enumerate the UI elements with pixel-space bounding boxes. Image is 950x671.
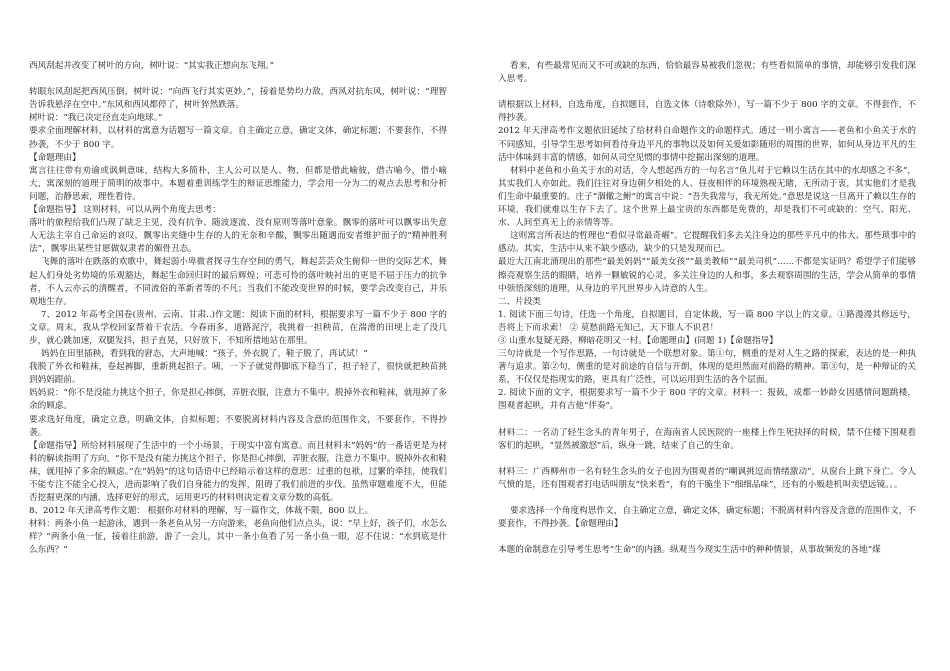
section-heading: 【命题指导】 这则材料，可以从两个角度去思考： [29, 205, 221, 216]
paragraph: 2012 年天津高考作文题依旧延续了给材料自命题作文的命题样式。通过一则小寓言——老鱼和小鱼关于水的不同感知，引导学生思考如何看待身边平凡的事物以及如何关爱如影随形的周围的世界，如何从身边平凡的生活中体味到丰富的情感，如何从司空见惯的事情中挖掘出深刻的道理。 [498, 126, 916, 163]
paragraph: 7、2012 年高考全国卷(贵州、云南、甘肃..)作文题：阅读下面的材料，根据要求写一篇不少于 800 字的文章。周末，我从学校回家帮着干农活。今春雨多，道路泥泞，我挑着一担秧苗，在湍滑的田埂上走了没几步，就心跳加速，双腿发抖，担子直晃，只好放下，不知所措地站在那里。 [29, 309, 447, 346]
paragraph: 树叶说：“我已决定径直走向地球。” [29, 113, 163, 124]
paragraph: ③ 山重水复疑无路，柳暗花明又一村。【命题理由】(同题 1)【命题指导】 [498, 335, 778, 346]
left-column [29, 60, 447, 558]
paragraph: 材料三：广西柳州市一名有轻生念头的女子也因为围观者的“嘲讽挑逗而情绪激动”，从窗台上跳下身亡。令人气愤的是，还有围观者打电话叫朋友“快来看”，有的干脆坐下“细细品味”，还有的小贩趁机叫卖望远镜。。。 [498, 466, 916, 490]
paragraph: 落叶的旅程给我们凸现了缺乏主见，没有抗争、随波逐流、没有原则等落叶意象。飘零的落叶可以飘零出失意人无法主宰自己命运的哀叹，飘零出夹缝中生存的人的无奈和辛酸，飘零出随遇而安者维护面子的“精神胜利法”，飘零出某些甘愿做奴隶者的媚骨丑态。 [29, 218, 447, 255]
paragraph: 2. 阅读下面的文字，根据要求写一篇不少于 800 字的文章。材料一：报载，成都一妙龄女因感情问题跳楼，围观者起哄，并有吉他“伴奏”。 [498, 388, 916, 412]
spacer [29, 73, 447, 86]
right-column [498, 60, 916, 558]
paragraph: 最近大江南北涌现出的那些“最美妈妈”“最美女孩”“最美教师”“最美司机”……不都是实证吗？希望学子们能够擦亮观察生活的眼睛，培养一颗敏锐的心灵，多关注身边的人和事，多去观察周围的生活，学会从简单的事情中领悟深刻的道理，从身边的平凡世界步入诗意的人生。 [498, 257, 916, 294]
paragraph: 妈妈在田里插秧，看到我的窘态，大声地喊：“孩子，外衣脱了，鞋子脱了，再试试！” [41, 349, 368, 360]
paragraph: 8、2012 年天津高考作文题： 根据你对材料的理解，写一篇作文，体裁不限，800 以上。 [29, 506, 374, 517]
paragraph: 我脱了外衣和鞋袜，卷起裤脚，重新挑起担子。咦，一下子就觉得脚底下稳当了，担子轻了，很快就把秧苗挑到妈妈跟前。 [29, 362, 447, 386]
paragraph: 材料中老鱼和小鱼关于水的对话，令人想起西方的一句名言“鱼儿对于它赖以生活在其中的水却感之不多”，其实我们人亦如此。我们往往对身边朝夕相处的人、昼夜相伴的环境熟视无睹，无所动于衷，其实他们才是我们生命中最重要的。庄子“涸辙之鲋”的寓言中说：“吾失我常与，我无所处。”意思是说这一旦离开了赖以生存的环境，我们就难以生存下去了。这个世界上最宝贵的东西都是免费的，却是我们不可或缺的：空气、阳光、水、人间至真无上的亲情等等。 [498, 165, 916, 229]
paragraph: 请根据以上材料，自选角度，自拟题目，自选文体（诗歌除外），写一篇不少于 800 字的文章。不得套作，不得抄袭。 [498, 100, 916, 124]
paragraph: 看来，有些最常见而又不可或缺的东西，恰恰最容易被我们忽视；有些看似简单的事情，却能够引发我们深入思考。 [498, 61, 916, 85]
paragraph: 转眼东风刮起把西风压倒，树叶说：“向西飞行其实更妙。”，接着是势均力敌，西风对抗东风，树叶说：“理智告诉我悬浮在空中。”东风和西风都停了，树叶猝然跌落。 [29, 87, 447, 111]
paragraph: 材料：两条小鱼一起游泳，遇到一条老鱼从另一方向游来，老鱼向他们点点头，说：“早上好，孩子们，水怎么样？”两条小鱼一怔，接着往前游，游了一会儿，其中一条小鱼看了另一条小鱼一眼，忍不住说：“水到底是什么东西？” [29, 519, 447, 556]
spacer [498, 414, 916, 427]
paragraph: 这则寓言所表达的哲理也“看似寻常最奇崛”。它提醒我们多去关注身边的那些平凡中的伟大、那些琐事中的感动。其实，生活中从来不缺少感动，缺少的只是发现而已。 [498, 231, 916, 255]
paragraph: 飞舞的落叶在跌落的欢歌中，舞起弱小卑微者探寻生存空间的勇气，舞起芸芸众生俯仰一世的交际艺术，舞起人们身处劣势境的乐观豁达，舞起生命回归时的最后辉煌；可悲可怜的落叶映衬出的更是不屈于压力的抗争者，不人云亦云的清醒者，不同流俗的革新者等的不凡；当我们不能改变世界的时候，要学会改变自己，并乐观地生存。 [29, 257, 447, 307]
spacer [498, 453, 916, 466]
paragraph: 材料二：一名动了轻生念头的青年男子，在海南省人民医院的一座楼上作生死抉择的时候，禁不住楼下围观看客们的起哄，“显然被激怒”后，纵身一跳，结束了自己的生命。 [498, 427, 916, 451]
paragraph: 1. 阅读下面三句诗，任选一个角度，自拟题目，自定体裁，写一篇 800 字以上的文章。①路漫漫其修远兮，吾将上下而求索！ ② 莫愁前路无知己，天下谁人不识君！ [498, 309, 916, 333]
paragraph: 西风刮起并改变了树叶的方向，树叶说：“其实我正想向东飞翔。” [29, 61, 275, 71]
paragraph: 寓言往往带有劝谕或讽刺意味，结构大多简朴，主人公可以是人、物，但都是借此喻彼，借古喻今，借小喻大，寓深刻的道理于简明的故事中。本题着重训练学生的辩证思维能力，学会用一分为二的观点去思考和分析问题，治静思索，理性看待。 [29, 165, 447, 202]
paragraph: 妈妈说：“你不是没能力挑这个担子，你是担心摔倒，弄脏衣服，注意力不集中。脱掉外衣和鞋袜，就甩掉了多余的顾虑。 [29, 388, 447, 412]
paragraph: 【命题指导】所给材料展现了生活中的一个小场景，于现实中富有寓意。而且材料末“妈妈”的一番话更是为材料的解读指明了方向。“你不是没有能力挑这个担子，你是担心摔倒，弄脏衣服，注意力不集中。脱掉外衣和鞋袜，就甩掉了多余的顾虑。”在“妈妈”的这句话语中已经暗示着这样的意思：过重的包袱，过繁的牵挂，使我们不能专注不能全心投入，进而影响了我们自身能力的发挥，阻碍了我们前进的步伐。虽然审题难度不大，但能否挖掘更深的内涵，选择更好的形式，运用更巧的材料则决定着文章分数的高低。 [29, 440, 447, 504]
paragraph: 要求全面理解材料，以材料的寓意为话题写一篇文章。自主确定立意，确定文体，确定标题；不要套作，不得抄袭，不少于 800 字。 [29, 126, 447, 150]
section-heading: 二、片段类 [498, 296, 541, 307]
paragraph: 要求选择一个角度构思作文，自主确定立意，确定文体，确定标题；不脱离材料内容及含意的范围作文，不要套作，不得抄袭。【命题理由】 [498, 506, 916, 530]
paragraph: 本题的命制意在引导考生思考“生命”的内涵。纵观当今现实生活中的种种情景，从事故频发的各地“煤 [498, 545, 881, 556]
spacer [498, 492, 916, 505]
spacer [498, 86, 916, 99]
paragraph: 要求选好角度，确定立意，明确文体，自拟标题；不要脱离材料内容及含意的范围作文，不要套作，不得抄袭。 [29, 414, 447, 438]
paragraph: 三句诗就是一个写作思路，一句诗就是一个联想对象。第①句，侧重的是对人生之路的探索，表达的是一种执著与追求。第②句，侧重的是对前途的自信与开朗，体现的是坦然面对前路的精神。第③句，是一种辩证的关系，不仅仅是指现实的路，更具有广泛性，可以运用到生活的各个层面。 [498, 349, 916, 386]
section-heading: 【命题理由】 [29, 152, 81, 163]
spacer [498, 531, 916, 544]
